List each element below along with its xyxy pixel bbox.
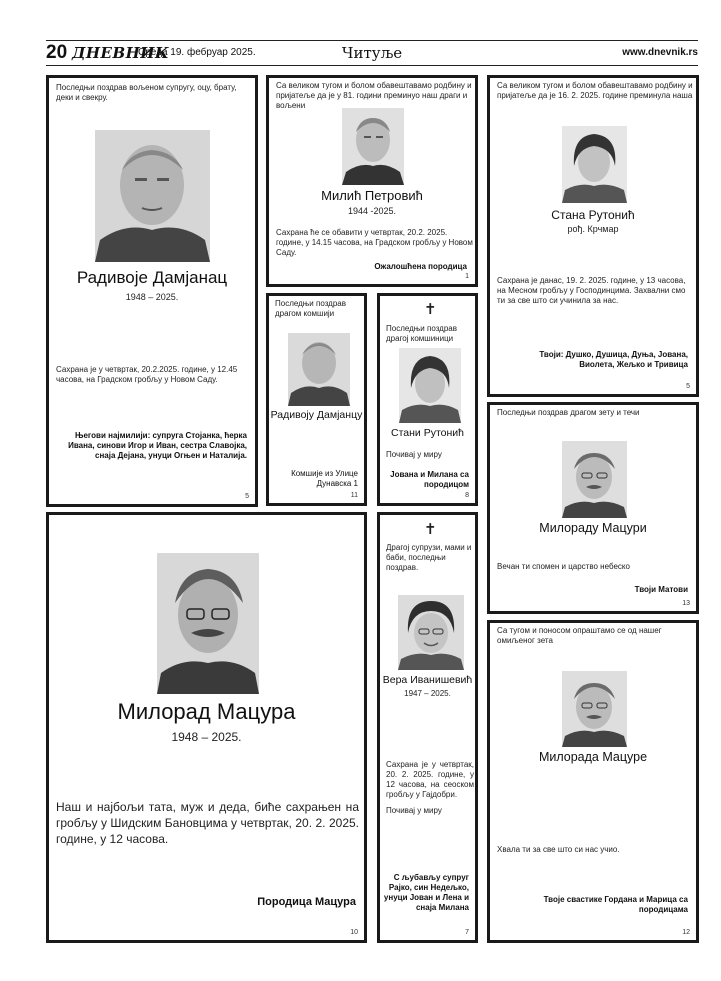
deceased-name: Радивоје Дамјанац	[76, 268, 228, 287]
notice-number: 10	[350, 929, 358, 936]
obituary-intro: Са великом тугом и болом обавештавамо родбину и пријатеље да је 16. 2. 2025. године преминула наша	[497, 81, 693, 100]
signature: Његови најмилији: супруга Стојанка, ћерка Ивана, синови Игор и Иван, сестра Славојка, снаја Дејана, унуци Огњен и Наталија.	[68, 431, 247, 460]
notice-number: 13	[682, 600, 690, 607]
signature: Твоје свастике Гордана и Марица са породицама	[543, 895, 688, 914]
portrait-photo	[562, 441, 627, 518]
obituary-neighbors-stana	[377, 293, 478, 506]
portrait-photo	[562, 126, 627, 203]
cross-icon: ✝	[424, 520, 437, 538]
deceased-years: 1947 – 2025.	[404, 689, 451, 698]
portrait-photo	[342, 108, 404, 185]
deceased-years: 1944 -2025.	[347, 206, 397, 216]
portrait-photo	[95, 130, 210, 262]
portrait-photo	[399, 348, 461, 423]
deceased-name: Стани Рутонић	[391, 427, 464, 439]
signature: Комшије из Улице Дунавска 1	[291, 469, 358, 488]
signature: Ожалошћена породица	[374, 262, 467, 271]
rest-in-peace: Почивај у миру	[386, 450, 442, 459]
obituary-milorad-macura	[46, 512, 367, 943]
signature: С љубављу супруг Рајко, син Недељко, унуци Јован и Лена и снаја Милана	[383, 873, 469, 912]
signature: Јована и Милана са породицом	[390, 470, 469, 489]
rest-in-peace: Почивај у миру	[386, 806, 442, 815]
signature: Твоји: Душко, Душица, Дуња, Јована, Виолета, Жељко и Тривица	[539, 350, 688, 369]
signature: Породица Мацура	[257, 896, 356, 908]
obituary-intro: Последњи поздрав вољеном супругу, оцу, брату, деки и свекру.	[56, 83, 237, 102]
notice-number: 8	[465, 492, 469, 499]
deceased-name: Милић Петровић	[321, 188, 423, 203]
deceased-years: 1948 – 2025.	[125, 292, 179, 302]
deceased-name: Милорада Мацуре	[538, 750, 648, 764]
funeral-details: Сахрана је у четвртак, 20.2.2025. године, у 12.45 часова, на Градском гробљу у Новом Саду.	[56, 365, 238, 384]
notice-number: 5	[686, 383, 690, 390]
notice-number: 12	[682, 929, 690, 936]
deceased-name: Милораду Мацури	[539, 521, 647, 535]
funeral-details: Наш и најбољи тата, муж и деда, биће сахрањен на гробљу у Шидским Бановцима у четвртак, 20. 2. 2025. године, у 12 часова.	[56, 800, 359, 846]
obituary-intro: Последњи поздрав драгом комшији	[275, 299, 346, 318]
farewell-message: Хвала ти за све што си нас учио.	[497, 845, 620, 854]
obituary-neighbors-radivoje	[266, 293, 367, 506]
obituary-milic-petrovic	[266, 75, 478, 287]
deceased-name: Радивоју Дамјанцу	[270, 409, 363, 421]
deceased-years: 1948 – 2025.	[171, 730, 242, 744]
notice-number: 7	[465, 929, 469, 936]
maiden-name: рођ. Крчмар	[567, 224, 619, 234]
funeral-details: Сахрана је данас, 19. 2. 2025. године, у 13 часова, на Месном гробљу у Господинцима. Захвални смо ти за све што си учинила за нас.	[497, 276, 686, 305]
obituary-stana-rutonic	[487, 75, 699, 397]
website-link[interactable]: www.dnevnik.rs	[622, 47, 698, 58]
newspaper-logo: ДНЕВНИК	[72, 44, 170, 62]
deceased-name: Стана Рутонић	[551, 208, 635, 222]
portrait-photo	[157, 553, 259, 694]
obituary-intro: Са тугом и поносом опраштамо се од нашег омиљеног зета	[497, 626, 662, 645]
obituary-intro: Драгој супрузи, мами и баби, последњи поздрав.	[386, 543, 472, 572]
portrait-photo	[288, 333, 350, 406]
obituary-milorad-brother-in-law	[487, 402, 699, 614]
cross-icon: ✝	[424, 300, 437, 318]
funeral-details: Сахрана ће се обавити у четвртак, 20.2. 2025. године, у 14.15 часова, на Градском гробљу у Новом Саду.	[276, 228, 473, 257]
page-number: 20	[46, 42, 68, 63]
notice-number: 5	[245, 493, 249, 500]
deceased-name: Милорад Мацура	[117, 699, 296, 724]
portrait-photo	[562, 671, 627, 747]
farewell-message: Вечан ти спомен и царство небеско	[497, 562, 630, 571]
notice-number: 11	[350, 492, 358, 499]
obituary-vera-ivanisevic	[377, 512, 478, 943]
signature: Твоји Матови	[634, 585, 688, 594]
notice-number: 1	[465, 273, 469, 280]
obituary-milorad-sisters-in-law	[487, 620, 699, 943]
obituary-intro: Последњи поздрав драгом зету и течи	[497, 408, 640, 417]
portrait-photo	[398, 595, 464, 670]
obituary-intro: Последњи поздрав драгој комшиници	[386, 324, 457, 343]
page-header	[46, 40, 698, 66]
issue-date: Среда 19. фебруар 2025.	[138, 47, 256, 58]
deceased-name: Вера Иванишевић	[382, 674, 473, 686]
obituary-intro: Са великом тугом и болом обавештавамо родбину и пријатеље да је у 81. години преминуо наш драги и вољени	[276, 81, 472, 110]
section-title: Читуље	[341, 44, 403, 62]
obituary-radivoje-damjanac	[46, 75, 258, 507]
funeral-details: Сахрана је у четвртак, 20. 2. 2025. године, у 12 часова, на сеоском гробљу у Гајдобри.	[386, 760, 474, 799]
